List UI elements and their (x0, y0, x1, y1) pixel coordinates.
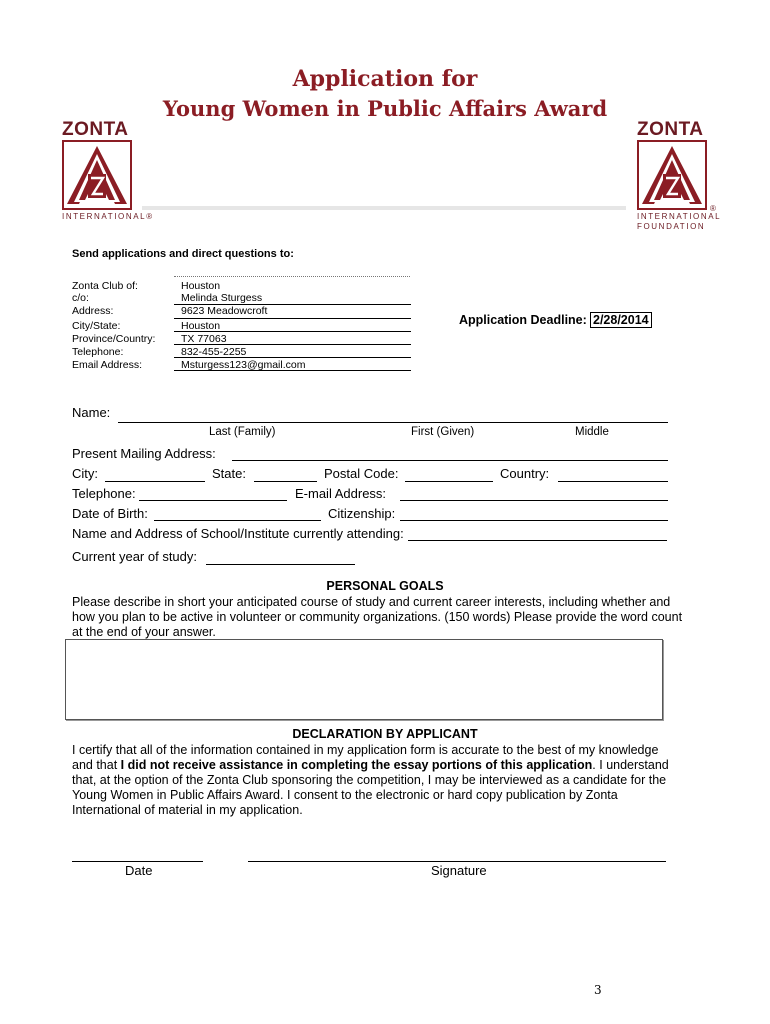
zonta-foundation-emblem-icon (637, 140, 707, 210)
send-label-telephone: Telephone: (72, 346, 124, 358)
signature-caption: Signature (431, 863, 487, 878)
send-rule-telephone (174, 357, 411, 358)
logo-right-sub1: INTERNATIONAL (637, 212, 722, 221)
send-value-club[interactable]: Houston (181, 280, 221, 292)
header-rule (142, 206, 626, 210)
send-label-co: c/o: (72, 292, 89, 304)
date-caption: Date (125, 863, 153, 878)
dob-label: Date of Birth: (72, 506, 148, 521)
email-field[interactable] (400, 500, 668, 501)
goals-answer-box[interactable] (65, 639, 663, 720)
dob-field[interactable] (154, 520, 321, 521)
logo-left-word: ZONTA (62, 119, 129, 140)
logo-right-word: ZONTA (637, 119, 704, 140)
send-rule-city (174, 331, 411, 332)
name-first-caption: First (Given) (411, 426, 475, 438)
zonta-emblem-icon (62, 140, 132, 210)
title-line-1: Application for (292, 66, 478, 92)
date-field[interactable] (72, 861, 203, 862)
declaration-text-before: I certify that all of the information contained in my application form is accurate to the best of my knowledge and that (72, 743, 659, 772)
send-value-address[interactable]: 9623 Meadowcroft (181, 305, 268, 317)
declaration-text-after: . I understand that, at the option of the Zonta Club sponsoring the competition, I may be interviewed as a candidate for the Young Women in Public Affairs Award. I consent to the electronic or hard copy publication by Zonta International of material in my application. (72, 758, 669, 817)
mailing-field[interactable] (232, 460, 668, 461)
telephone-label: Telephone: (72, 486, 136, 501)
name-field[interactable] (118, 422, 668, 423)
declaration-text-bold: I did not receive assistance in completing the essay portions of this application (120, 758, 593, 772)
send-value-telephone[interactable]: 832-455-2255 (181, 346, 247, 358)
logo-left-sub: INTERNATIONAL® (62, 212, 154, 221)
name-label: Name: (72, 405, 111, 420)
logo-right-sub2: FOUNDATION (637, 222, 706, 231)
state-field[interactable] (254, 481, 317, 482)
title-line-2: Young Women in Public Affairs Award (162, 96, 608, 121)
send-value-email[interactable]: Msturgess123@gmail.com (181, 359, 306, 371)
postal-field[interactable] (405, 481, 493, 482)
send-top-rule (174, 276, 410, 277)
goals-heading: PERSONAL GOALS (326, 579, 444, 593)
mailing-label: Present Mailing Address: (72, 446, 216, 461)
send-value-co[interactable]: Melinda Sturgess (181, 292, 263, 304)
country-field[interactable] (558, 481, 668, 482)
telephone-field[interactable] (139, 500, 287, 501)
send-label-address: Address: (72, 305, 114, 317)
postal-label: Postal Code: (324, 466, 399, 481)
send-rule-email (174, 370, 411, 371)
deadline-value[interactable]: 2/28/2014 (590, 312, 652, 328)
citizenship-label: Citizenship: (328, 506, 396, 521)
declaration-text (72, 743, 682, 818)
send-rule-address (174, 318, 411, 319)
country-label: Country: (500, 466, 550, 481)
send-rule-province (174, 344, 411, 345)
page-number: 3 (594, 983, 602, 997)
citizenship-field[interactable] (400, 520, 668, 521)
school-field[interactable] (408, 540, 667, 541)
send-heading: Send applications and direct questions to: (72, 248, 294, 260)
year-field[interactable] (206, 564, 355, 565)
send-label-club: Zonta Club of: (72, 280, 138, 292)
email-label: E-mail Address: (295, 486, 387, 501)
city-label: City: (72, 466, 98, 481)
send-value-province[interactable]: TX 77063 (181, 333, 227, 345)
send-value-city[interactable]: Houston (181, 320, 221, 332)
state-label: State: (212, 466, 246, 481)
goals-text: Please describe in short your anticipated course of study and current career interests, including whether and how you plan to be active in volunteer or community organizations. (150 words) Please provide the word count at the end of your answer. (72, 595, 683, 639)
city-field[interactable] (105, 481, 205, 482)
deadline-label: Application Deadline: (459, 313, 587, 327)
send-label-city: City/State: (72, 320, 121, 332)
logo-right-reg: ® (710, 204, 716, 213)
signature-field[interactable] (248, 861, 666, 862)
send-label-email: Email Address: (72, 359, 143, 371)
name-middle-caption: Middle (575, 426, 609, 438)
school-label: Name and Address of School/Institute currently attending: (72, 526, 404, 541)
name-last-caption: Last (Family) (209, 426, 276, 438)
send-label-province: Province/Country: (72, 333, 156, 345)
declaration-heading: DECLARATION BY APPLICANT (292, 727, 478, 741)
year-label: Current year of study: (72, 549, 197, 564)
